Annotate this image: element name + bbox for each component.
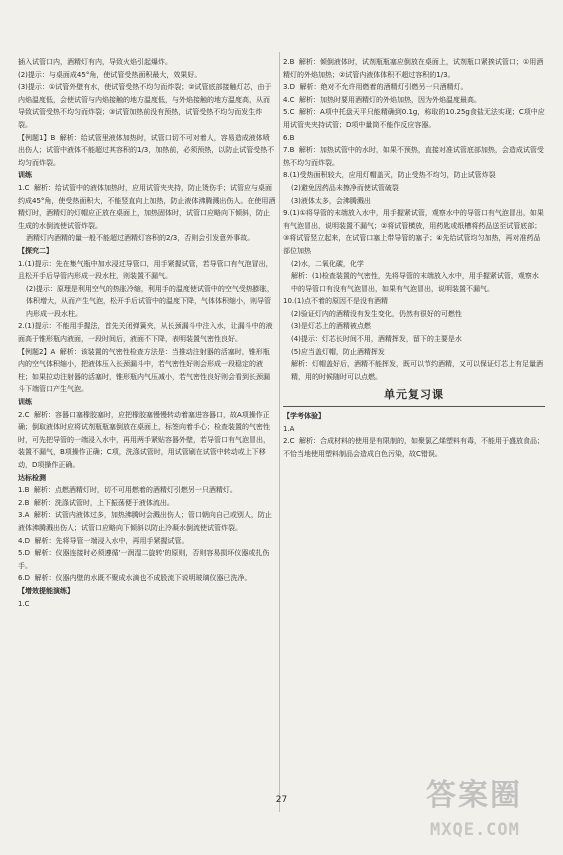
- check-answer-6: 6.D 解析：仪器内壁的水既不聚成水滴也不成股流下说明玻璃仪器已洗净。: [18, 574, 252, 583]
- practice-answer-9-analysis: 解析：(1)检查装置的气密性，先将导管的末端放入水中，用手握紧试管，观察水中的导管口有没有气泡冒出，如果有气泡冒出，说明装置不漏气。: [291, 272, 539, 293]
- practice-answer-8-2: (2)避免因药品未擦净而使试管破裂: [291, 183, 399, 192]
- page-number: 27: [275, 795, 288, 805]
- section-heading-exam: 【学考体验】: [283, 412, 325, 421]
- text-line: 酒精灯内酒精的量一般不能超过酒精灯容积的2/3，否则会引发意外事故。: [26, 234, 255, 243]
- watermark-seal: 答案圈: [426, 778, 522, 813]
- unit-review-title: 单元复习课: [384, 388, 444, 402]
- left-column: [18, 56, 276, 610]
- practice-answer-1: 1.C: [18, 599, 30, 608]
- section-rule: [283, 406, 545, 407]
- section-heading-explore-2: 【探究二】: [18, 246, 53, 255]
- practice-answer-10: 10.(1)点不着的原因不是没有酒精: [283, 297, 389, 306]
- watermark-logo: [426, 770, 546, 848]
- practice-answer-9: 9.(1)①将导管的末端放入水中，用手握紧试管，观察水中的导管口有气泡冒出，如果有气泡冒出，说明装置不漏气；②将试管横放，用药匙或纸槽将药品送至试管底部；③将试管竖立起来，在试管口塞上带导管的塞子；④先给试管均匀加热，再对准药品部位加热: [283, 209, 544, 255]
- practice-answer-2: 2.B 解析：倾倒液体时，试剂瓶瓶塞应倒放在桌面上，试剂瓶口紧挨试管口；①用酒精灯的外焰加热；②试管内液体体积不超过容积的1/3。: [283, 58, 544, 79]
- explore-answer-1: 1.(1)提示：先在集气瓶中加水浸过导管口，用手紧握试管，若导管口有气泡冒出，且松开手后导管内形成一段水柱，则装置不漏气。: [18, 259, 273, 281]
- explore-answer-1-2: (2)提示：原理是利用空气的热胀冷缩，利用手的温度使试管中的空气受热膨胀，体积增大，从而产生气泡，松开手后试管中的温度下降，气体体积缩小，则导管内形成一段水柱。: [26, 284, 274, 318]
- practice-answer-10-analysis: 解析：灯帽盖好后，酒精不能挥发，既可以节约酒精，又可以保证灯芯上有足量酒精，用的时候随时可以点燃。: [291, 360, 543, 381]
- section-heading-check: 达标检测: [18, 473, 46, 482]
- section-heading-training-2: 训练: [18, 398, 32, 407]
- section-heading-training: 训练: [18, 171, 32, 180]
- practice-answer-3: 3.D 解析：绝对不允许用燃着的酒精灯引燃另一只酒精灯。: [283, 83, 468, 92]
- practice-answer-10-4: (4)提示：灯芯长时间不用，酒精挥发，留下的主要是水: [291, 335, 462, 344]
- example-1: 【例题1】B 解析：给试管里液体加热时，试管口切不可对着人，容易造成液体喷出伤人；试管中液体不能超过其容积的1/3，加热前，必须预热，以防止试管受热不均匀而炸裂。: [18, 133, 275, 167]
- exam-answer-2: 2.C 解析：合成材料的使用是有限制的，如聚氯乙烯塑料有毒，不能用于盛放食品；不恰当地使用塑料制品会造成白色污染，故C错误。: [283, 437, 545, 458]
- practice-answer-8: 8.(1)受热面积较大，应用灯帽盖灭，防止受热不均匀，防止试管炸裂: [283, 171, 496, 180]
- check-answer-2: 2.B 解析：洗涤试管时，上下振荡便于液体流出。: [18, 498, 174, 507]
- text-line: 插入试管口内，酒精灯有内，导致火焰引起爆炸。: [18, 58, 172, 66]
- check-answer-1: 1.B 解析：点燃酒精灯时，切不可用燃着的酒精灯引燃另一只酒精灯。: [18, 486, 237, 495]
- practice-answer-9-2: (2)水，二氧化碳，化学: [291, 259, 364, 268]
- training-answer-1: 1.C 解析：给试管中的液体加热时，应用试管夹夹持，防止烫伤手；试管应与桌面约成45°角，使受热面积大，不能竖直向上加热，防止液体沸腾溅出伤人。在使用酒精灯时，酒精灯的灯帽应正放在桌面上，加热固体时，试管口应略向下倾斜，防止生成的水倒流使试管炸裂。: [18, 183, 276, 230]
- check-answer-3: 3.A 解析：试管内液体过多，加热沸腾时会溅出伤人；管口朝向自己或别人，防止液体沸腾溅出伤人；试管口应略向下倾斜以防止冷凝水倒流使试管炸裂。: [18, 511, 272, 532]
- check-answer-5: 5.D 解析：仪器连接时必须遵循'一润湿二旋转'的原则，否则容易损坏仪器或扎伤手。: [18, 549, 270, 570]
- section-heading-practice: 【增效提能演练】: [18, 586, 74, 595]
- practice-answer-6: 6.B: [283, 133, 295, 142]
- practice-answer-7: 7.B 解析：加热试管中的水时，如果不预热，直接对准试管底部加热，会造成试管受热不均匀而炸裂。: [283, 146, 544, 167]
- practice-answer-4: 4.C 解析：加热时要用酒精灯的外焰加热，因为外焰温度最高。: [283, 95, 482, 104]
- practice-answer-8-3: (3)液体太多，会沸腾溅出: [291, 196, 371, 205]
- practice-answer-5: 5.C 解析：A项中托盘天平只能精确到0.1g，称取的10.25g食盐无法实现；C项中应用试管夹夹持试管；D项中量筒不能作反应容器。: [283, 108, 545, 129]
- practice-answer-10-5: (5)应当盖灯帽，防止酒精挥发: [291, 347, 385, 356]
- practice-answer-10-3: (3)是灯芯上的酒精被点燃: [291, 322, 371, 331]
- column-divider: [279, 52, 280, 812]
- training-answer-2: 2.C 解析：容器口塞橡胶塞时，应把橡胶塞慢慢转动着塞进容器口，故A项操作正确；倒取液体时应将试剂瓶瓶塞倒放在桌面上，标签向着手心；检查装置的气密性时，可先把导管的一端浸入水中，再用两手紧贴容器外壁，若导管口有气泡冒出，装置不漏气，B项操作正确；C项，洗涤试管时，用试管刷在试管中转动或上下移动，D项操作正确。: [18, 410, 270, 469]
- watermark-url: MXQE.COM: [430, 820, 520, 840]
- practice-answer-10-2: (2)验证灯内的酒精没有发生变化，仍然有很好的可燃性: [291, 309, 462, 318]
- text-line: (2)提示：与桌面成45°角，使试管受热面积最大，效果好。: [18, 70, 202, 79]
- right-column: [283, 56, 545, 460]
- explore-answer-2: 2.(1)提示：不能用手握法，首先关闭弹簧夹，从长颈漏斗中注入水，让漏斗中的液面高于锥形瓶内液面，一段时间后，液面不下降，表明装置气密性良好。: [18, 322, 273, 344]
- example-2: 【例题2】A 解析：该装置的气密性检查方法是：当推动注射器的活塞时，锥形瓶内的空气体积缩小，把液体压入长颈漏斗中，若气密性好则会形成一段稳定的液柱；如果拉动注射器的活塞时，锥形瓶内气压减小，若气密性良好则会看到长颈漏斗下端管口产生气泡。: [18, 347, 270, 394]
- exam-answer-1: 1.A: [283, 424, 295, 433]
- check-answer-4: 4.D 解析：先将导管一端浸入水中，再用手紧握试管。: [18, 536, 189, 545]
- text-line: (3)提示：①试管外壁有水，使试管受热不均匀而炸裂；②试管底部接触灯芯，由于内焰温度低，会使试管与内焰接触的地方温度低，与外焰接触的地方温度高，从而导致试管受热不均匀而炸裂；③试管加热前没有预热，试管受热不均匀而发生炸裂。: [18, 83, 272, 129]
